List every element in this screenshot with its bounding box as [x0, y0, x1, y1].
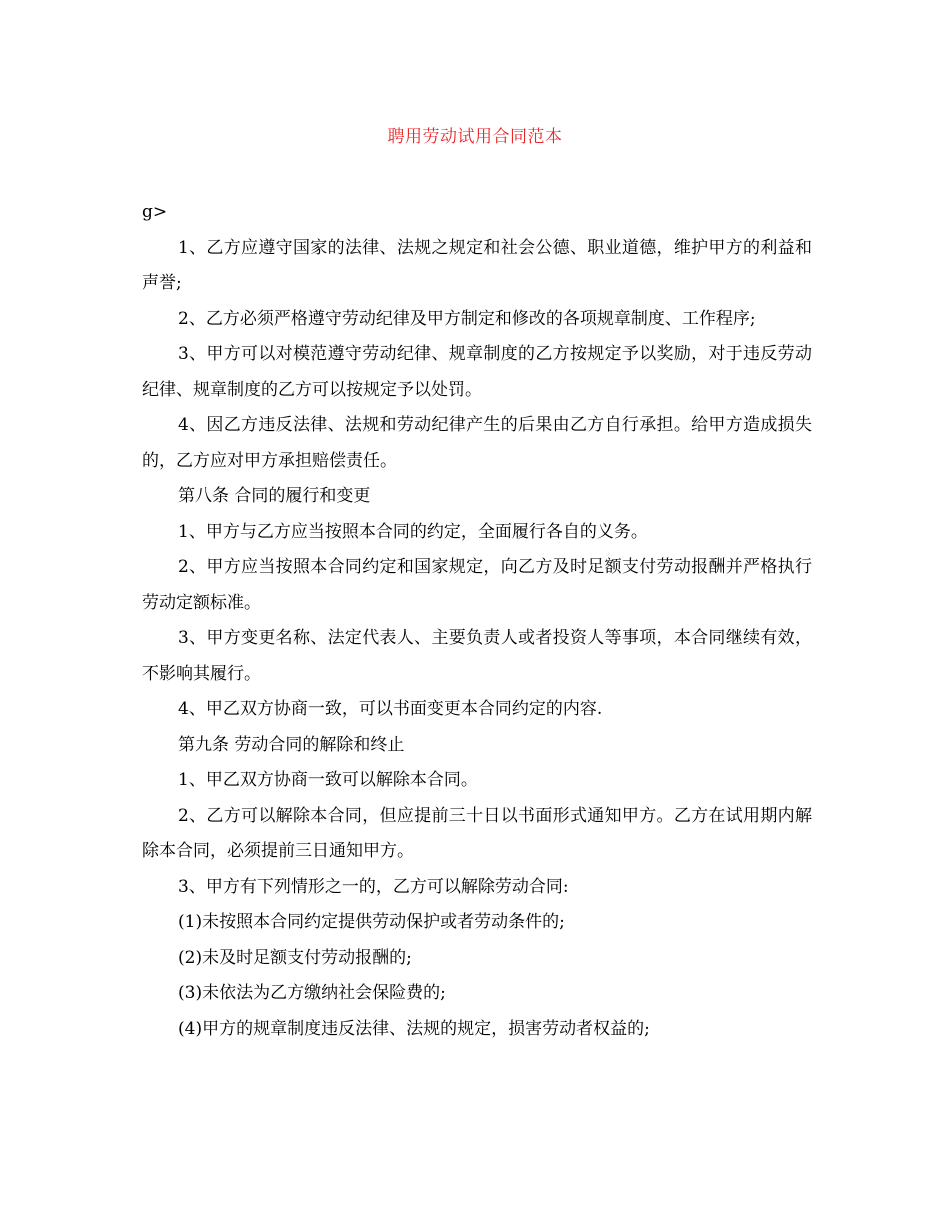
- clause-paragraph: 2、甲方应当按照本合同约定和国家规定，向乙方及时足额支付劳动报酬并严格执行劳动定额标准。: [142, 557, 812, 613]
- list-item: (2)未及时足额支付劳动报酬的;: [178, 947, 412, 968]
- clause-paragraph: 3、甲方变更名称、法定代表人、主要负责人或者投资人等事项，本合同继续有效，不影响其履行。: [142, 628, 812, 684]
- article-heading: 第八条 合同的履行和变更: [178, 486, 371, 506]
- document-title: 聘用劳动试用合同范本: [387, 127, 563, 147]
- clause-paragraph: 1、乙方应遵守国家的法律、法规之规定和社会公德、职业道德，维护甲方的利益和声誉;: [142, 237, 812, 293]
- clause-paragraph: 4、因乙方违反法律、法规和劳动纪律产生的后果由乙方自行承担。给甲方造成损失的，乙方应对甲方承担赔偿责任。: [142, 415, 812, 471]
- list-item: (1)未按照本合同约定提供劳动保护或者劳动条件的;: [178, 912, 565, 932]
- clause-paragraph: 3、甲方有下列情形之一的，乙方可以解除劳动合同:: [178, 876, 569, 897]
- clause-paragraph: 2、乙方必须严格遵守劳动纪律及甲方制定和修改的各项规章制度、工作程序;: [178, 308, 756, 329]
- list-item: (4)甲方的规章制度违反法律、法规的规定，损害劳动者权益的;: [178, 1018, 650, 1039]
- clause-paragraph: 3、甲方可以对模范遵守劳动纪律、规章制度的乙方按规定予以奖励，对于违反劳动纪律、规章制度的乙方可以按规定予以处罚。: [142, 344, 812, 400]
- article-heading: 第九条 劳动合同的解除和终止: [178, 734, 405, 755]
- clause-paragraph: 1、甲方与乙方应当按照本合同的约定，全面履行各自的义务。: [178, 521, 648, 542]
- clause-paragraph: 4、甲乙双方协商一致，可以书面变更本合同约定的内容.: [178, 699, 603, 719]
- paragraph-fragment: g>: [142, 202, 168, 222]
- clause-paragraph: 1、甲乙双方协商一致可以解除本合同。: [178, 770, 478, 790]
- clause-paragraph: 2、乙方可以解除本合同，但应提前三十日以书面形式通知甲方。乙方在试用期内解除本合同，必须提前三日通知甲方。: [142, 805, 812, 861]
- list-item: (3)未依法为乙方缴纳社会保险费的;: [178, 983, 446, 1003]
- document-body: [142, 195, 812, 1047]
